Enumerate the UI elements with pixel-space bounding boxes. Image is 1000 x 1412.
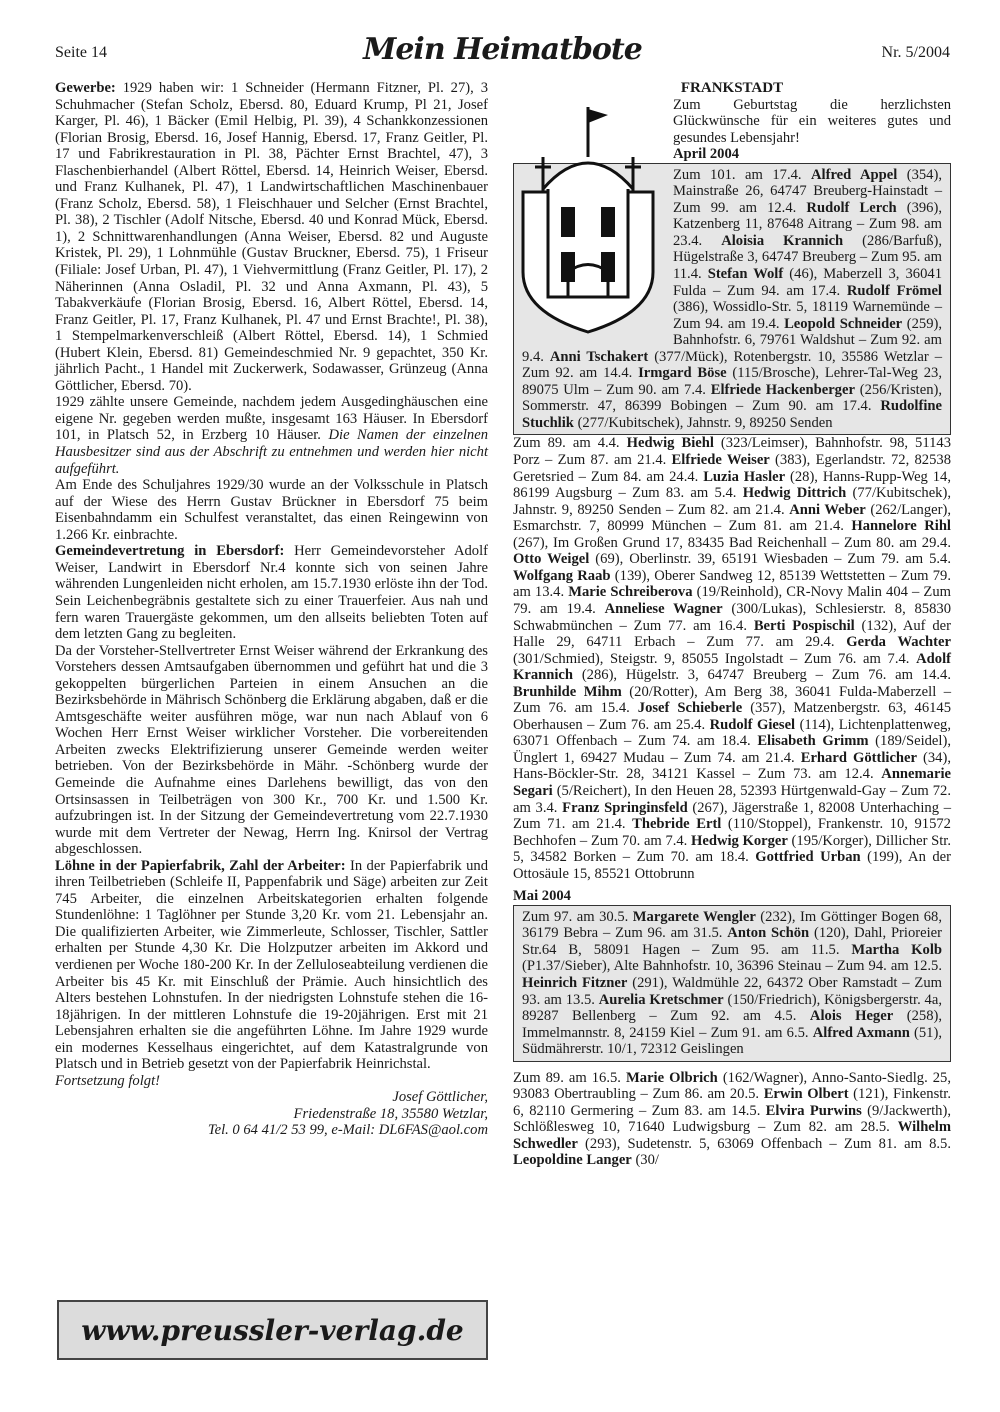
text-gewerbe: 1929 haben wir: 1 Schneider (Hermann Fitzner, Pl. 27), 3 Schuhmacher (Stefan Scholz, Ebersd. 80, Eduard Krump, Pl 21, Josef Karger, Pl. 46), 1 Bäcker (Emil Helbig, Pl. 39), 4 Schankkonzessionen (Florian Brosig, Ebersd. 16, Josef Hannig, Ebersd. 17, Franz Geitler, Pl. 17 und Fabrikrestauration in Pl. 38, Pächter Ernst Brachtel, 47), 3 Flaschenbierhandel (Albert Röttel, Ebersd. 14, Heinrich Weiser, Ebersd. und Franz Kulhanek, Pl. 47), 1 Landwirtschaftlichen Maschinenbauer (Franz Scholz, Ebersd. 58), 1 Fleischhauer und Selcher (Ernst Brachtel, Pl. 38), 2 Tischler (Adolf Nitsche, Ebersd. 40 und Konrad Mück, Ebersd. 1), 2 Schnittwarenhandlungen (Anna Weiser, Ebersd. 82 und Auguste Kristek, Pl. 29), 1 Lohnmühle (Gustav Bruckner, Ebersd. 75), 1 Friseur (Filiale: Josef Urban, Pl. 47), 1 Viehvermittlung (Franz Geitler, Pl. 17), 2 Näherinnen (Anna Osladil, Pl. 32 und Anna Axmann, Pl. 43), 5 Tabakverkäufe (Florian Brosig, Ebersd. 16, Albert Röttel, Ebersd. 14, Franz Geitler, Pl. 17, Franz Kulhanek, Pl. 47 und Ernst Brachte!, Pl. 38), 1 Stempelmarkenverschleiß (Albert Röttel, Ebersd. 14), 1 Schmied (Hubert Klein, Ebersd. 81) Gemeindeschmied Nr. 9 gepachtet, 350 Kr. jährlich Pacht., 1 Handel mit Zuckerwerk, Sodawasser, Grünzeug (Anna Göttlicher, Ebersd. 70). bbox=[55, 80, 488, 394]
may-label bbox=[513, 888, 951, 905]
april-heading: April 2004 bbox=[673, 146, 740, 163]
text-gemeinde: Herr Gemeindevorsteher Adolf Weiser, Landwirt in Ebersdorf Nr.4 konnte sich von seinen Jahre währenden Lungenleiden nicht erholen, am 15.7.1930 erlöste ihn der Tod. Sein Leichenbegräbnis gestaltete sich zu einer Trauerfeier. Aus nah und fern waren Trauergäste gekommen, um den allseits beliebten Toten auf dem letzten Gang zu begleiten. bbox=[55, 543, 488, 643]
intro-text: Zum Geburtstag die herzlichsten Glückwünsche für ein weiteres gutes und gesundes Lebensjahr! bbox=[673, 96, 951, 146]
april-box: Zum 101. am 17.4. Alfred Appel (354), Mainstraße 26, 64747 Breuberg-Hainstadt – Zum 99. am 12.4. Rudolf Lerch (396), Katzenberg 11, 87648 Aitrang – Zum 98. am 23.4. Aloisia Krannich (286/Barfuß), Hügelstraße 3, 64747 Breuberg – Zum 95. am 11.4. Stefan Wolf (46), Maberzell 3, 36041 Fulda – Zum 94. am 17.4. Rudolf Frömel (386), Wossidlo-Str. 5, 18119 Warnemünde – Zum 94. am 19.4. Leopold Schneider (259), Bahnhofstr. 6, 79761 Waldshut – Zum 92. am 9.4. Anni Tschakert (377/Mück), Rotenbergstr. 10, 35586 Wetzlar – Zum 92. am 14.4. Irmgard Böse (115/Brosche), Lehrer-Tal-Weg 23, 89075 Ulm – Zum 90. am 7.4. Elfriede Hackenberger (256/Kristen), Sommerstr. 47, 86399 Bobingen – Zum 90. am 17.4. Rudolfine Stuchlik (277/Kubitschek), Jahnstr. 9, 89250 Senden bbox=[513, 163, 951, 436]
paragraph-gewerbe bbox=[55, 80, 488, 394]
signature-contact: Tel. 0 64 41/2 53 99, e-Mail: DL6FAS@aol.com bbox=[207, 1122, 488, 1139]
right-column bbox=[513, 80, 951, 1169]
signature-address: Friedenstraße 18, 35580 Wetzlar, bbox=[293, 1105, 488, 1122]
paragraph-gemeinde bbox=[55, 543, 488, 642]
paragraph-vorsteher: Da der Vorsteher-Stellvertreter Ernst Weiser während der Erkrankung des Vorstehers dessen Amtsaufgaben übernommen und geführt hat und die 3 gekoppelten bürgerlichen Parteien in einem Ansuchen an die Bezirksbehörde in Mährisch Schönberg die Erklärung abgaben, daß er die Amtsgeschäfte weiter ausführen möge, war nun nach Ablauf von 6 Wochen Herr Ernst Weiser wirklicher Vorsteher. Die vorbereitenden Arbeiten zwecks Elektrifizierung unserer Gemeinde werden weiter betrieben. Von der Bezirksbehörde in Mähr. -Schönberg wurde der Gemeinde die Aufnahme eines Darlehens bewilligt, das von den Ortsinsassen in Teilbeträgen von 300 Kr., 700 Kr. und 1.500 Kr. aufzubringen ist. In der Sitzung der Gemeindevertretung vom 22.7.1930 wurde mit dem Vertreter der Newag, Herrn Ing. Knirsol der Vertrag abgeschlossen. bbox=[55, 642, 488, 858]
text-loehne: In der Papierfabrik und ihren Teilbetrieben (Schleife II, Pappenfabrik und Säge) arbeiten zur Zeit 745 Arbeiter, die einzelnen Arbeitskategorien erhalten folgende Stundenlöhne: 1 Taglöhner per Stunde 3,20 Kr. vom 21. Lebensjahr an. Die qualifizierten Arbeiter, wie Zimmerleute, Schlosser, Tischler, Sattler erhalten per Stunde 4,30 Kr. Die Holzputzer arbeiten im Akkord und verdienen per Woche 180-200 Kr. In der Zelluloseabteilung verdienen die Arbeiter bis 45 Kr. mit Einschluß der Prämie. Auch hinsichtlich des Alters bestehen Lohnstufen. In der niedrigsten Lohnstufe stehen die 16-18jährigen. In der mittleren Lohnstufe die 19-20jährigen. Erst mit 21 Lebensjahren erhalten sie die angeführten Löhne. Im Jahre 1929 wurde ein modernes Kesselhaus eingerichtet, auf dem Katastralgrunde von Platsch und in Betrieb gesetzt von der Papierfabrik Heinrichstal. bbox=[55, 857, 489, 1073]
town-crest-icon bbox=[513, 97, 663, 337]
continued-text: Fortsetzung folgt! bbox=[55, 1072, 160, 1089]
heading-loehne: Löhne in der Papierfabrik, Zahl der Arbeiter: bbox=[55, 857, 346, 874]
continued-note bbox=[55, 1073, 488, 1090]
masthead-logo: Mein Heimatbote bbox=[363, 32, 642, 67]
april-list: Zum 89. am 4.4. Hedwig Biehl (323/Leimser), Bahnhofstr. 98, 51143 Porz – Zum 87. am 21.4. Elfriede Weiser (383), Egerlandstr. 72, 82538 Geretsried – Zum 84. am 24.4. Luzia Hasler (28), Hanns-Rupp-Weg 14, 86199 Augsburg – Zum 83. am 5.4. Hedwig Dittrich (77/Kubitschek), Jahnstr. 9, 89250 Senden – Zum 82. am 21.4. Anni Weber (262/Langer), Esmarchstr. 7, 80999 München – Zum 81. am 21.4. Hannelore Rihl (267), Im Großen Grund 17, 83435 Bad Reichenhall – Zum 80. am 29.4. Otto Weigel (69), Oberlinstr. 39, 65191 Wiesbaden – Zum 79. am 5.4. Wolfgang Raab (139), Oberer Sandweg 12, 85139 Wettstetten – Zum 79. am 13.4. Marie Schreiberova (19/Reinhold), CR-Novy Malin 404 – Zum 79. am 19.4. Anneliese Wagner (300/Lukas), Schlesierstr. 8, 85830 Schwabmünchen – Zum 77. am 16.4. Berti Pospischil (132), Auf der Halle 29, 64711 Erbach – Zum 77. am 29.4. Gerda Wachter (301/Schmied), Steigstr. 9, 85055 Ingolstadt – Zum 76. am 7.4. Adolf Krannich (286), Hügelstr. 3, 64747 Breuberg – Zum 76. am 14.4. Brunhilde Mihm (20/Rotter), Am Berg 38, 36041 Fulda-Maberzell – Zum 76. am 15.4. Josef Schieberle (357), Matzenbergstr. 63, 46145 Oberhausen – Zum 76. am 25.4. Rudolf Giesel (114), Lichtenplattenweg, 63071 Offenbach – Zum 74. am 18.4. Elisabeth Grimm (189/Seidel), Ünglert 1, 69427 Mudau – Zum 74. am 21.4. Erhard Göttlicher (34), Hans-Böckler-Str. 28, 34121 Kassel – Zum 73. am 12.4. Annemarie Segari (5/Reichert), In den Heuen 28, 52393 Hürtgenwald-Gay – Zum 72. am 3.4. Franz Springinsfeld (267), Jägerstraße 1, 82008 Unterhaching – Zum 71. am 21.4. Thebride Ertl (110/Stoppel), Frankenstr. 10, 91572 Bechhofen – Zum 70. am 7.4. Hedwig Korger (195/Korger), Dillicher Str. 5, 34582 Borken – Zum 70. am 18.4. Gottfried Urban (199), An der Ottosäule 15, 85521 Ottobrunn bbox=[513, 435, 952, 882]
page-header bbox=[55, 32, 950, 70]
heading-gewerbe: Gewerbe: bbox=[55, 80, 116, 96]
banner-link[interactable]: www.preussler-verlag.de bbox=[81, 1313, 464, 1347]
may-list: Zum 89. am 16.5. Marie Olbrich (162/Wagner), Anno-Santo-Siedlg. 25, 93083 Obertraubling – Zum 86. am 20.5. Erwin Olbert (121), Finkenstr. 6, 82110 Germering – Zum 83. am 14.5. Elvira Purwins (9/Jackwerth), Schlößlesweg 10, 71640 Ludwigsburg – Zum 82. am 28.5. Wilhelm Schwedler (293), Sudetenstr. 5, 63069 Offenbach – Zum 81. am 8.5. Leopoldine Langer (30/ bbox=[513, 1069, 952, 1169]
paragraph-schoolfest: Am Ende des Schuljahres 1929/30 wurde an der Volksschule in Platsch auf der Wiese des Herrn Gustav Brückner in Ebersdorf 75 beim Eisenbahndamm ein Schulfest veranstaltet, das einen Reingewinn von 1.266 Kr. einbrachte. bbox=[55, 477, 488, 543]
text-houses: 1929 zählte unsere Gemeinde, nachdem jedem Ausgedinghäuschen eine eigene Nr. gegeben werden mußte, insgesamt 163 Häuser. In Ebersdorf 101, in Platsch 52, in Erzberg 10 Häuser. bbox=[55, 394, 488, 444]
publisher-banner[interactable] bbox=[57, 1300, 488, 1360]
paragraph-houses bbox=[55, 394, 488, 477]
heading-gemeinde: Gemeindevertretung in Ebersdorf: bbox=[55, 543, 285, 560]
signature-name: Josef Göttlicher, bbox=[392, 1089, 488, 1106]
page-number: Seite 14 bbox=[55, 44, 107, 61]
text-houses-note: Die Namen der einzelnen Hausbesitzer sind aus der Abschrift zu entnehmen und werden hier nicht aufgeführt. bbox=[55, 427, 488, 477]
may-heading: Mai 2004 bbox=[513, 888, 571, 905]
paragraph-loehne bbox=[55, 858, 488, 1073]
section-title: FRANKSTADT bbox=[680, 80, 784, 96]
issue-number: Nr. 5/2004 bbox=[881, 44, 950, 61]
left-column bbox=[55, 80, 488, 1139]
may-box: Zum 97. am 30.5. Margarete Wengler (232), Im Göttinger Bogen 68, 36179 Bebra – Zum 96. am 31.5. Anton Schön (120), Dahl, Prioreier Str.64 B, 58091 Hagen – Zum 95. am 11.5. Martha Kolb (P1.37/Sieber), Alte Bahnhofstr. 10, 36396 Steinau – Zum 94. am 12.5. Heinrich Fitzner (291), Waldmühle 22, 64372 Ober Ramstadt – Zum 93. am 13.5. Aurelia Kretschmer (150/Friedrich), Königsbergerstr. 4a, 89287 Bellenberg – Zum 92. am 4.5. Alois Heger (258), Immelmannstr. 8, 24159 Kiel – Zum 91. am 6.5. Alfred Axmann (51), Südmährerstr. 10/1, 72312 Geislingen bbox=[513, 905, 951, 1062]
